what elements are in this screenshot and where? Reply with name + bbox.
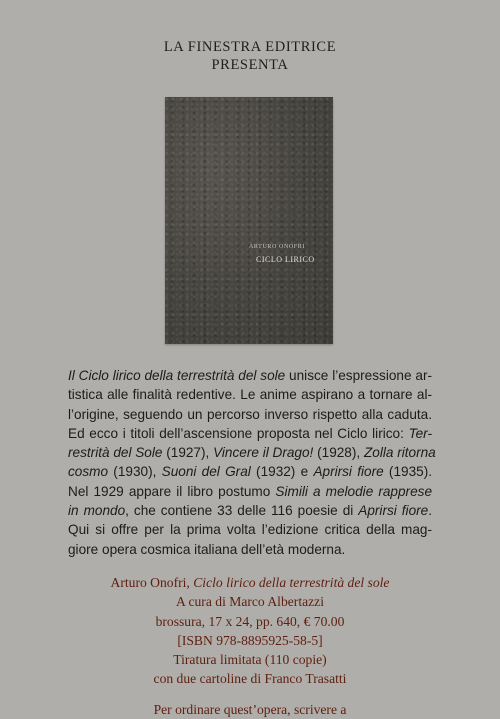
cover-author: ARTURO ONOFRI [249,244,305,250]
book-cover [165,97,333,344]
description-line [68,385,432,404]
description-segment: Ter- [408,425,432,441]
description-segment: Ed ecco i titoli dell’ascensione proposta nel Ciclo lirico: [68,425,409,441]
order-instructions: Per ordinare quest’opera, scrivere a [153,701,347,717]
description-segment: Nel 1929 appare il libro postumo [68,483,276,499]
credits-line [0,592,500,611]
credits-line [0,669,500,688]
description-line [68,424,432,443]
description-segment: (1935). [383,464,433,480]
description-segment: (1932) e [250,464,314,480]
description-segment: Il Ciclo lirico della terrestrità del sole [68,368,286,383]
credits-line [0,650,500,669]
description-segment: l’origine, seguendo un percorso inverso rispetto alla caduta. [68,406,432,422]
description-segment: Vincere il Drago! [213,445,314,461]
credit-lines [0,573,500,689]
description-segment: tistica alle finalità redentive. Le anime aspirano a tornare al- [68,387,432,403]
credits-line [0,612,500,631]
description-segment: Aprirsi fiore [313,464,384,480]
description-segment: cosmo [68,464,109,480]
description-line [68,540,432,559]
description-segment: in mondo [68,503,126,519]
description-segment: Qui si offre per la prima volta l’edizione critica della mag- [68,522,432,538]
credits-segment: Ciclo lirico della terrestrità del sole [193,575,390,590]
credits-segment: A cura di Marco Albertazzi [176,594,324,610]
description-line [68,501,432,520]
description-segment: (1930), [108,464,162,480]
description-segment: giore opera cosmica italiana dell’età moderna. [68,541,346,557]
publisher-header [0,38,500,74]
description-segment: unisce l’espressione ar- [285,368,432,383]
description-segment: (1927), [162,445,214,461]
description-segment: Simili a melodie rapprese [275,483,432,499]
credits-segment: brossura, 17 x 24, pp. 640, € 70.00 [155,613,345,629]
credits-segment: Arturo Onofri, [110,575,194,590]
cover-title: CICLO LIRICO [256,255,315,264]
description-segment: , che contiene 33 delle 116 poesie di [125,503,359,519]
description-segment: (1928), [313,445,364,461]
credits-segment: Tiratura limitata (110 copie) [173,652,327,668]
description-line [68,462,432,481]
description-line [68,520,432,539]
description-line [68,443,436,462]
description-segment: restrità del Sole [68,445,163,461]
credits-segment: con due cartoline di Franco Trasatti [153,671,347,687]
book-description [68,366,436,559]
description-line [68,405,432,424]
credits-line [0,573,500,592]
description-segment: Suoni del Gral [161,464,251,480]
description-segment: Zolla ritorna [363,445,436,461]
description-line [68,366,432,385]
credits-line [0,631,500,650]
description-line [68,482,432,501]
description-segment: Aprirsi fiore [358,503,429,519]
publisher-name: LA FINESTRA EDITRICE [163,39,337,55]
description-segment: . [428,503,432,519]
book-credits [0,573,500,719]
credits-segment: [ISBN 978-8895925-58-5] [177,632,323,648]
presents-label: PRESENTA [211,57,289,73]
